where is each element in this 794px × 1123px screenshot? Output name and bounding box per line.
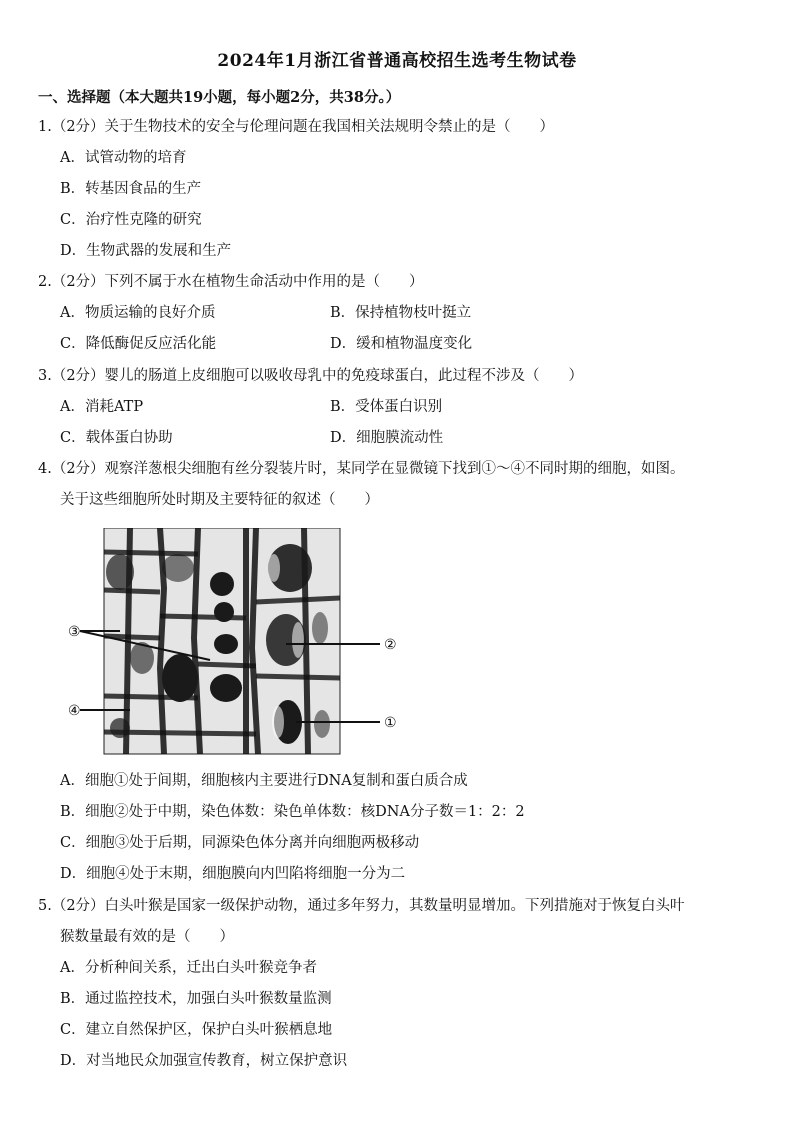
q4-option-c: C．细胞③处于后期，同源染色体分离并向细胞两极移动: [60, 835, 420, 851]
q4-option-a: A．细胞①处于间期，细胞核内主要进行DNA复制和蛋白质合成: [60, 773, 468, 789]
exam-title: 2024年1月浙江省普通高校招生选考生物试卷: [217, 51, 577, 71]
q3-option-c: C．载体蛋白协助: [60, 430, 173, 446]
q4-option-d: D．细胞④处于末期，细胞膜向内凹陷将细胞一分为二: [60, 866, 406, 882]
label-cell-2: ②: [384, 637, 397, 653]
q1-option-d: D．生物武器的发展和生产: [60, 243, 232, 259]
q2-option-b: B．保持植物枝叶挺立: [330, 305, 472, 321]
label-cell-4: ④: [68, 703, 81, 719]
micrograph-image: [104, 528, 340, 754]
label-cell-3: ③: [68, 624, 81, 640]
q4-stem-line2: 关于这些细胞所处时期及主要特征的叙述（ ）: [60, 492, 379, 508]
q1-stem: 1.（2分）关于生物技术的安全与伦理问题在我国相关法规明令禁止的是（ ）: [38, 119, 555, 135]
q5-option-a: A．分析种间关系，迁出白头叶猴竞争者: [60, 960, 317, 976]
q5-option-c: C．建立自然保护区，保护白头叶猴栖息地: [60, 1022, 333, 1038]
q3-option-a: A．消耗ATP: [60, 399, 144, 415]
q5-option-d: D．对当地民众加强宣传教育，树立保护意识: [60, 1053, 348, 1069]
q2-option-d: D．缓和植物温度变化: [330, 336, 473, 352]
q4-option-b: B．细胞②处于中期，染色体数：染色单体数：核DNA分子数＝1：2：2: [60, 804, 525, 820]
q5-stem-line1: 5.（2分）白头叶猴是国家一级保护动物，通过多年努力，其数量明显增加。下列措施对于恢复白头叶: [38, 898, 685, 914]
q1-option-a: A．试管动物的培育: [60, 150, 187, 166]
q2-stem: 2.（2分）下列不属于水在植物生命活动中作用的是（ ）: [38, 274, 424, 290]
q1-option-b: B．转基因食品的生产: [60, 181, 202, 197]
label-cell-1: ①: [384, 715, 397, 731]
section-heading: 一、选择题（本大题共19小题，每小题2分，共38分。）: [38, 89, 401, 106]
q5-stem-line2: 猴数量最有效的是（ ）: [60, 929, 234, 945]
q3-option-b: B．受体蛋白识别: [330, 399, 443, 415]
q3-stem: 3.（2分）婴儿的肠道上皮细胞可以吸收母乳中的免疫球蛋白，此过程不涉及（ ）: [38, 368, 584, 384]
q1-option-c: C．治疗性克隆的研究: [60, 212, 202, 228]
micrograph-figure: [60, 528, 420, 760]
q4-stem-line1: 4.（2分）观察洋葱根尖细胞有丝分裂装片时，某同学在显微镜下找到①～④不同时期的细胞，如图。: [38, 461, 685, 477]
q2-option-a: A．物质运输的良好介质: [60, 305, 216, 321]
q3-option-d: D．细胞膜流动性: [330, 430, 444, 446]
q5-option-b: B．通过监控技术，加强白头叶猴数量监测: [60, 991, 332, 1007]
q2-option-c: C．降低酶促反应活化能: [60, 336, 217, 352]
